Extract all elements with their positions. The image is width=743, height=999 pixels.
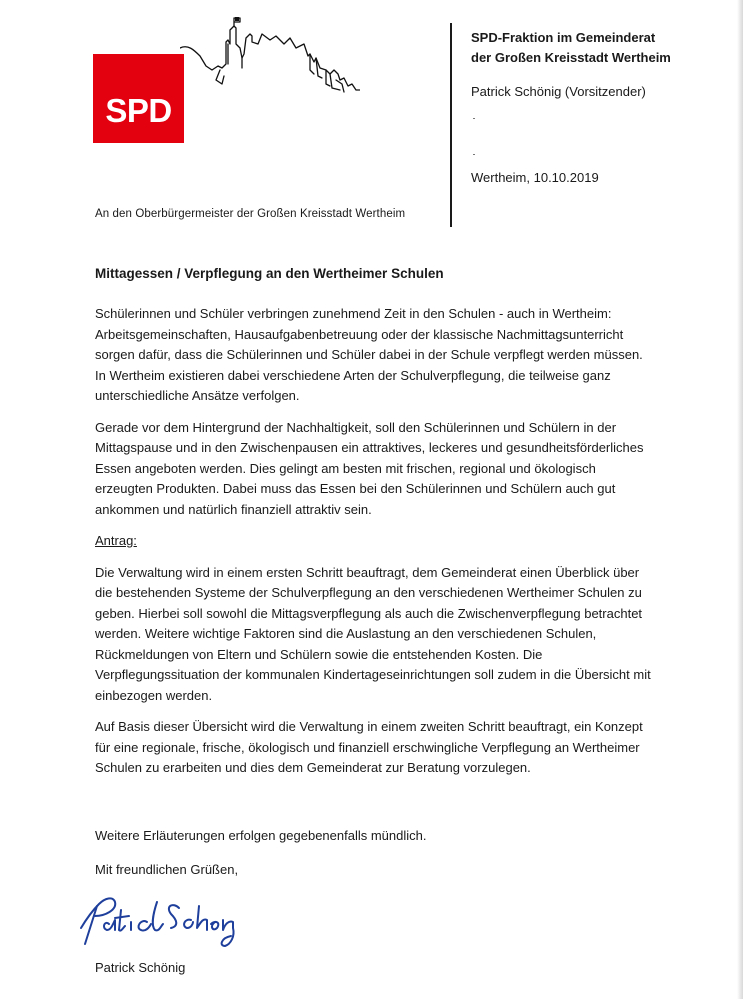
logo-text: SPD	[105, 92, 172, 129]
sender-line-1: SPD-Fraktion im Gemeinderat	[471, 30, 656, 45]
letter-date: Wertheim, 10.10.2019	[471, 170, 599, 185]
body-paragraph-1: Schülerinnen und Schüler verbringen zunehmend Zeit in den Schulen - auch in Wertheim: Arbeitsgemeinschaften, Hausaufgabenbetreuung oder der klassische Nachmittagsunterricht sorgen dafür, dass die Schülerinnen und Schüler dabei in der Schule verpflegt werden müssen. In Wertheim existieren dabei verschiedene Arten der Schulverpflegung, die teilweise ganz unterschiedliche Ansätze verfolgen.	[95, 306, 643, 403]
further-explanations-line: Weitere Erläuterungen erfolgen gegebenenfalls mündlich.	[95, 828, 427, 843]
page-edge-shadow	[737, 0, 743, 999]
fold-mark	[473, 118, 475, 119]
greeting-line: Mit freundlichen Grüßen,	[95, 862, 239, 877]
castle-skyline-drawing	[180, 14, 360, 98]
body-paragraph-4: Auf Basis dieser Übersicht wird die Verwaltung in einem zweiten Schritt beauftragt, ein Konzept für eine regionale, frische, ökologisch und finanziell erschwingliche Verpflegung an Wertheimer Schulen zu erarbeiten und dies dem Gemeinderat zur Beratung vorzulegen.	[95, 719, 643, 775]
recipient-line: An den Oberbürgermeister der Großen Kreisstadt Wertheim	[95, 208, 406, 220]
letter-subject: Mittagessen / Verpflegung an den Wertheimer Schulen	[95, 266, 444, 281]
antrag-heading: Antrag:	[95, 533, 137, 548]
sender-chair: Patrick Schönig (Vorsitzender)	[471, 84, 646, 99]
signer-name: Patrick Schönig	[95, 960, 186, 975]
sender-line-2: der Großen Kreisstadt Wertheim	[471, 50, 671, 65]
letter-body	[95, 304, 655, 790]
body-paragraph-3: Die Verwaltung wird in einem ersten Schritt beauftragt, dem Gemeinderat einen Überblick über die bestehenden Systeme der Schulverpflegung an den verschiedenen Wertheimer Schulen zu geben. Hierbei soll sowohl die Mittagsverpflegung als auch die Zwischenverpflegung betrachtet werden. Weitere wichtige Faktoren sind die Auslastung an den verschiedenen Schulen, Rückmeldungen von Eltern und Schülern sowie die entstehenden Kosten. Die Verpflegungssituation der kommunalen Kindertageseinrichtungen soll zudem in die Übersicht mit einbezogen werden.	[95, 564, 651, 703]
handwritten-signature	[75, 884, 245, 954]
header-divider-line	[450, 23, 452, 227]
spd-logo	[93, 54, 184, 143]
sender-block	[471, 28, 671, 102]
body-paragraph-2: Gerade vor dem Hintergrund der Nachhaltigkeit, soll den Schülerinnen und Schülern in der Mittagspause und in den Zwischenpausen ein attraktives, leckeres und gesundheitsförderliches Essen angeboten werden. Dies gelingt am besten mit frischen, regional und ökologisch erzeugten Produkten. Dabei muss das Essen bei den Schülerinnen und Schülern auch gut ankommen und natürlich finanziell attraktiv sein.	[95, 419, 644, 517]
fold-mark	[473, 154, 475, 155]
